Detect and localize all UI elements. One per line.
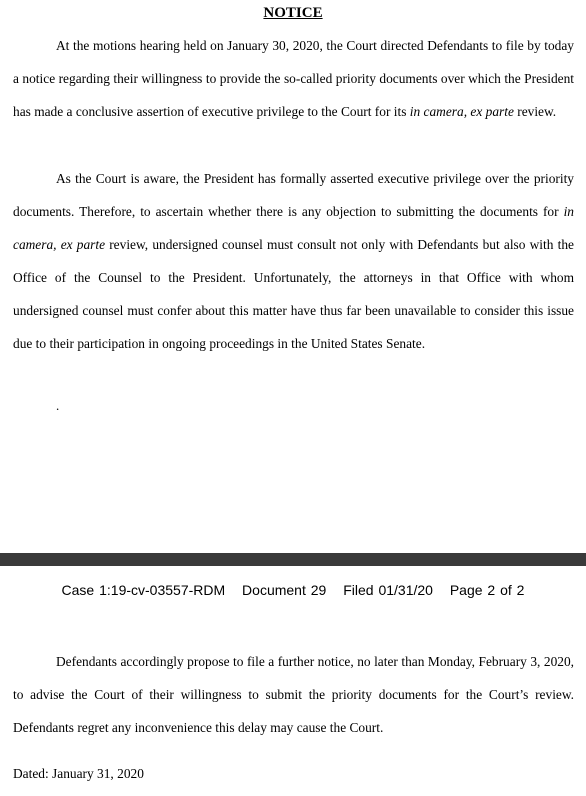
- paragraph-motions-hearing: [13, 29, 574, 128]
- stray-mark: .: [56, 398, 60, 413]
- paragraph-text: review, undersigned counsel must consult not only with Defendants but also with the Office of the Counsel to the President. Unfortunately, the attorneys in that Office with whom undersigned counsel must confer about this matter have thus far been unavailable to consider this issue due to their participation in ongoing proceedings in the United States Senate.: [13, 237, 574, 351]
- paragraph-further-notice: Defendants accordingly propose to file a further notice, no later than Monday, February 3, 2020, to advise the Court of their willingness to submit the priority documents for the Court’s review. Defendants regret any inconvenience this delay may cause the Court.: [13, 654, 574, 735]
- case-number: Case 1:19-cv-03557-RDM: [61, 582, 226, 598]
- document-number: Document 29: [242, 582, 327, 598]
- paragraph-text: As the Court is aware, the President has formally asserted executive privilege over the priority documents. Therefore, to ascertain whether there is any objection to submitting the documents for: [13, 171, 574, 219]
- dated-line: Dated: January 31, 2020: [13, 766, 144, 781]
- italic-phrase: in camera, ex parte: [13, 204, 574, 252]
- italic-phrase: in camera, ex parte: [409, 104, 514, 119]
- paragraph-text: review.: [513, 104, 557, 119]
- paragraph-executive-privilege: [13, 162, 574, 360]
- case-header: [0, 582, 586, 598]
- page-number: Page 2 of 2: [449, 582, 525, 598]
- page-break-divider: [0, 553, 586, 566]
- paragraph-text: At the motions hearing held on January 30, 2020, the Court directed Defendants to file by today a notice regarding their willingness to provide the so-called priority documents over which the President has made a conclusive assertion of executive privilege to the Court for its: [13, 38, 574, 119]
- notice-title: NOTICE: [263, 5, 323, 21]
- filed-date: Filed 01/31/20: [343, 582, 433, 598]
